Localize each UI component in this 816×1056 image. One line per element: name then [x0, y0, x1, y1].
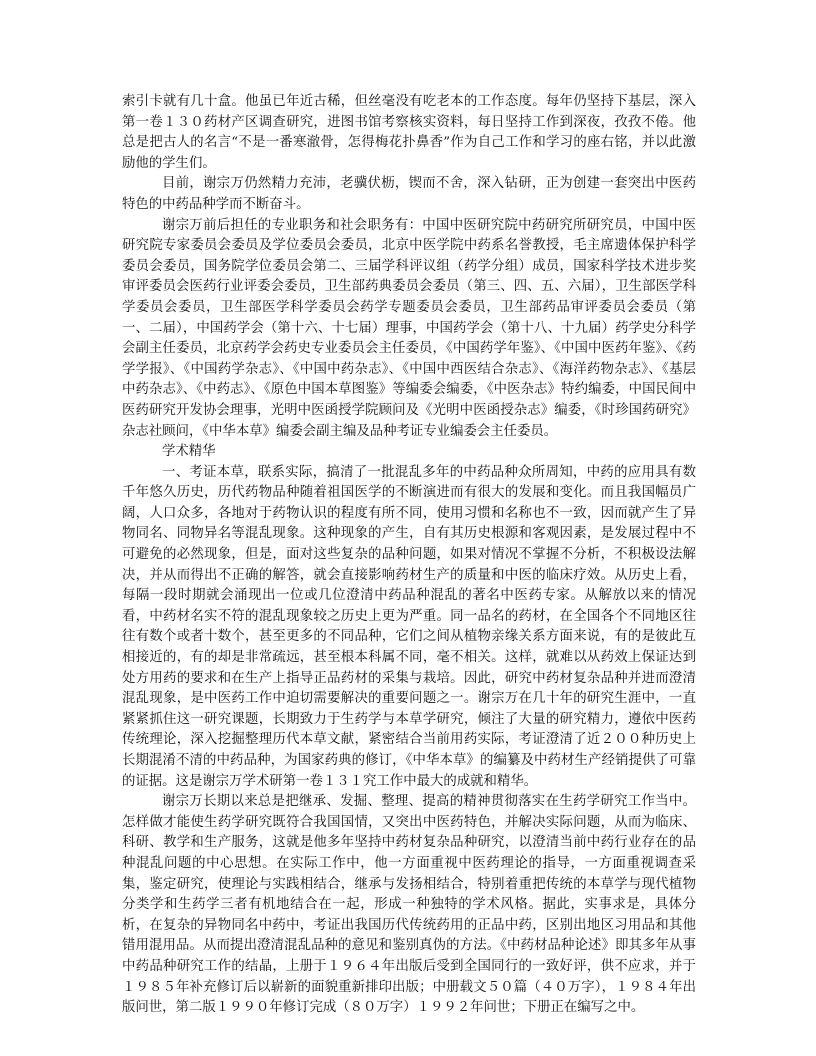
paragraph-herbal-research: 一、考证本草，联系实际，搞清了一批混乱多年的中药品种众所周知，中药的应用具有数千年悠久历史，历代药物品种随着祖国医学的不断演进而有很大的发展和变化。而且我国幅员广阔，人口众多，各地对于药物认识的程度有所不同，使用习惯和名称也不一致，因而就产生了异物同名、同物异名等混乱现象。这种现象的产生，自有其历史根源和客观因素，是发展过程中不可避免的必然现象，但是，面对这些复杂的品种问题，如果对情况不掌握不分析，不积极设法解决，并从而得出不正确的解答，就会直接影响药材生产的质量和中医的临床疗效。从历史上看，每隔一段时期就会涌现出一位或几位澄清中药品种混乱的著名中医药专家。从解放以来的情况看，中药材名实不符的混乱现象较之历史上更为严重。同一品名的药材，在全国各个不同地区往往有数个或者十数个，甚至更多的不同品种，它们之间从植物亲缘关系方面来说，有的是彼此互相接近的，有的却是非常疏远，甚至根本科属不同，毫不相关。这样，就难以从药效上保证达到处方用药的要求和在生产上指导正品药材的采集与栽培。因此，研究中药材复杂品种并进而澄清混乱现象，是中医药工作中迫切需要解决的重要问题之一。谢宗万在几十年的研究生涯中，一直紧紧抓住这一研究课题，长期致力于生药学与本草学研究，倾注了大量的研究精力，遵依中医药传统理论，深入挖掘整理历代本草文献，紧密结合当前用药实际，考证澄清了近２００种历史上长期混淆不清的中药品种，为国家药典的修订，《中华本草》的编纂及中药材生产经销提供了可靠的证据。这是谢宗万学术研第一卷１３１究工作中最大的成就和精华。 [122, 464, 696, 789]
paragraph-academic-style: 谢宗万长期以来总是把继承、发掘、整理、提高的精神贯彻落实在生药学研究工作当中。怎样做才能使生药学研究既符合我国国情，又突出中医药特色，并解决实际问题，从而为临床、科研、教学和生产服务，这就是他多年坚持中药材复杂品种研究，以澄清当前中药行业存在的品种混乱问题的中心思想。在实际工作中，他一方面重视中医药理论的指导，一方面重视调查采集，鉴定研究，使理论与实践相结合，继承与发扬相结合，特别着重把传统的本草学与现代植物分类学和生药学三者有机地结合在一起，形成一种独特的学术风格。据此，实事求是，具体分析，在复杂的异物同名中药中，考证出我国历代传统药用的正品中药，区别出地区习用品和其他错用混用品。从而提出澄清混乱品种的意见和鉴别真伪的方法。《中药材品种论述》即其多年从事中药品种研究工作的结晶，上册于１９６４年出版后受到全国同行的一致好评，供不应求，并于１９８５年补充修订后以崭新的面貌重新排印出版；中册载文５０篇（４０万字），１９８４年出版问世，第二版１９９０年修订完成（８０万字）１９９２年问世；下册正在编写之中。 [122, 794, 696, 1016]
section-heading: 学术精华 [162, 444, 216, 460]
paragraph-positions: 谢宗万前后担任的专业职务和社会职务有：中国中医研究院中药研究所研究员，中国中医研究院专家委员会委员及学位委员会委员，北京中医学院中药系名誉教授，毛主席遗体保护科学委员会委员，国务院学位委员会第二、三届学科评议组（药学分组）成员，国家科学技术进步奖审评委员会医药行业评委会委员，卫生部药典委员会委员（第三、四、五、六届），卫生部医学科学委员会委员，卫生部医学科学委员会药学专题委员会委员，卫生部药品审评委员会委员（第一、二届），中国药学会（第十六、十七届）理事，中国药学会（第十八、十九届）药学史分科学会副主任委员，北京药学会药史专业委员会主任委员，《中国药学年鉴》、《中国中医药年鉴》、《药学学报》、《中国药学杂志》、《中国中药杂志》、《中国中西医结合杂志》、《海洋药物杂志》、《基层中药杂志》、《中药志》、《原色中国本草图鉴》等编委会编委，《中医杂志》特约编委，中国民间中医药研究开发协会理事，光明中医函授学院顾问及《光明中医函授杂志》编委，《时珍国药研究》杂志社顾问，《中华本草》编委会副主编及品种考证专业编委会主任委员。 [122, 217, 696, 439]
paragraph-current-work: 目前，谢宗万仍然精力充沛，老骥伏枥，锲而不舍，深入钻研，正为创建一套突出中医药特色的中药品种学而不断奋斗。 [122, 176, 696, 212]
document-page [122, 92, 696, 1019]
paragraph-continuation: 索引卡就有几十盒。他虽已年近古稀，但丝毫没有吃老本的工作态度。每年仍坚持下基层，深入第一卷１３０药材产区调查研究，进图书馆考察核实资料，每日坚持工作到深夜，孜孜不倦。他总是把古人的名言“不是一番寒澈骨，怎得梅花扑鼻香”作为自己工作和学习的座右铭，并以此激励他的学生们。 [122, 94, 696, 171]
